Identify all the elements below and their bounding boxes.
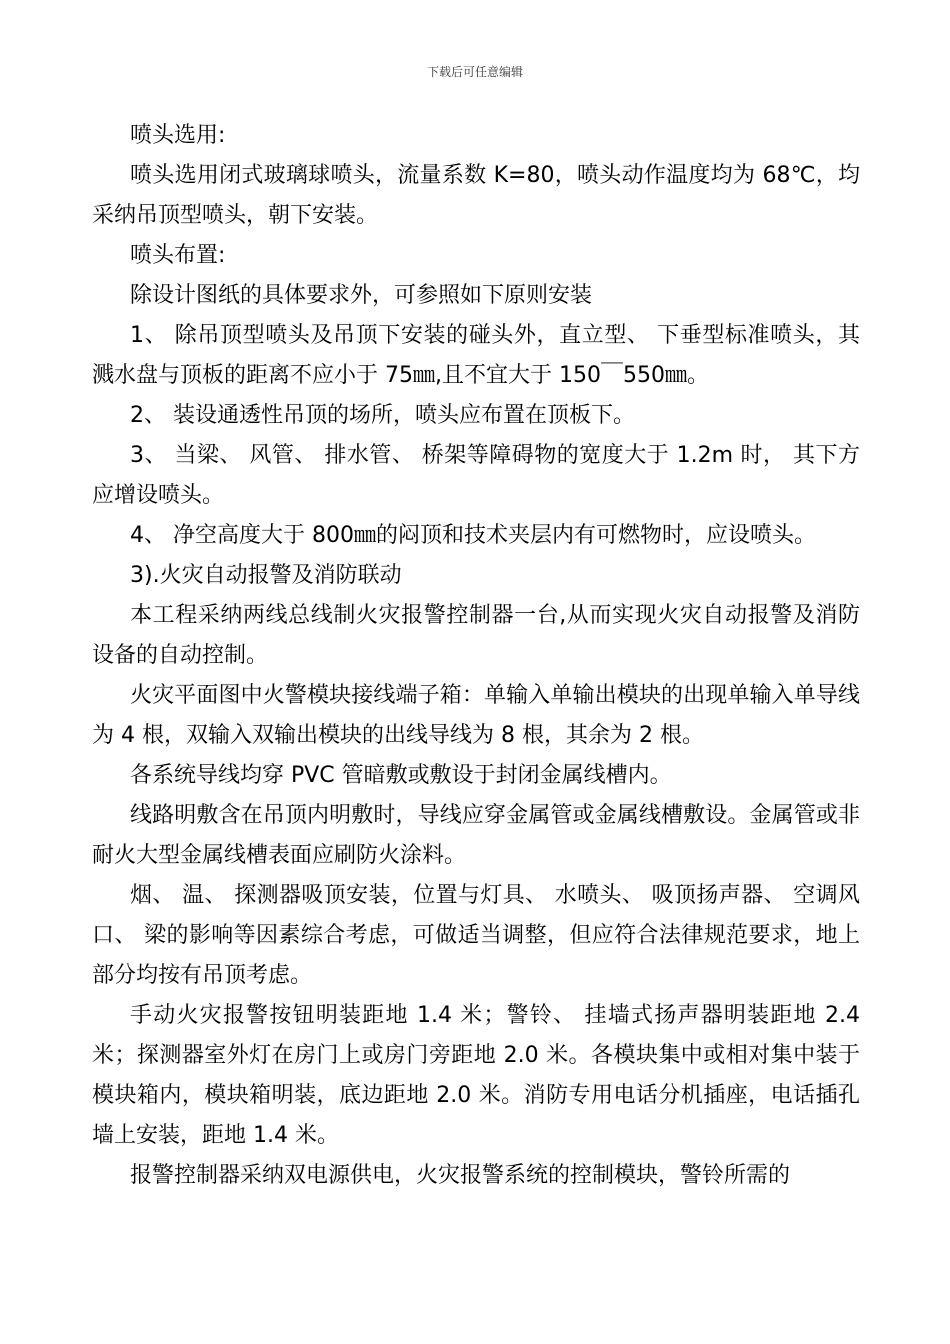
paragraph-rule-3: 3、 当梁、 风管、 排水管、 桥架等障碍物的宽度大于 1.2m 时， 其下方应增设喷头。: [92, 443, 860, 508]
document-body: [92, 116, 860, 1196]
paragraph-rule-1: 1、 除吊顶型喷头及吊顶下安装的碰头外，直立型、 下垂型标准喷头，其溅水盘与顶板的距离不应小于 75㎜,且不宜大于 150￣550㎜。: [92, 323, 860, 388]
section-heading-fire-alarm: 3).火灾自动报警及消防联动: [130, 563, 402, 588]
paragraph-sprinkler-layout-heading: 喷头布置:: [130, 243, 226, 268]
paragraph-installation-principles: 除设计图纸的具体要求外，可参照如下原则安装: [130, 283, 593, 308]
paragraph-conduit: 各系统导线均穿 PVC 管暗敷或敷设于封闭金属线槽内。: [130, 763, 672, 788]
paragraph-mounting-heights: 手动火灾报警按钮明装距地 1.4 米；警铃、 挂墙式扬声器明装距地 2.4米；探测器室外灯在房门上或房门旁距地 2.0 米。各模块集中或相对集中装于模块箱内，模块箱明装，底边距地 2.0 米。消防专用电话分机插座，电话插孔墙上安装，距地 1.4 米。: [92, 1003, 860, 1148]
paragraph-sprinkler-selection: 喷头选用闭式玻璃球喷头，流量系数 K=80，喷头动作温度均为 68℃，均采纳吊顶型喷头，朝下安装。: [92, 163, 860, 228]
paragraph-module-wiring: 火灾平面图中火警模块接线端子箱：单输入单输出模块的出现单输入单导线为 4 根，双输入双输出模块的出线导线为 8 根，其余为 2 根。: [92, 683, 860, 748]
paragraph-rule-2: 2、 装设通透性吊顶的场所，喷头应布置在顶板下。: [130, 403, 635, 428]
paragraph-power-supply: 报警控制器采纳双电源供电，火灾报警系统的控制模块，警铃所需的: [130, 1163, 791, 1188]
paragraph-detector-installation: 烟、 温、 探测器吸顶安装，位置与灯具、 水喷头、 吸顶扬声器、 空调风口、 梁的影响等因素综合考虑，可做适当调整，但应符合法律规范要求，地上部分均按有吊顶考虑。: [92, 883, 860, 988]
paragraph-rule-4: 4、 净空高度大于 800㎜的闷顶和技术夹层内有可燃物时，应设喷头。: [130, 523, 816, 548]
paragraph-sprinkler-selection-heading: 喷头选用:: [130, 123, 226, 148]
paragraph-alarm-controller: 本工程采纳两线总线制火灾报警控制器一台,从而实现火灾自动报警及消防设备的自动控制。: [92, 603, 860, 668]
paragraph-exposed-wiring: 线路明敷含在吊顶内明敷时，导线应穿金属管或金属线槽敷设。金属管或非耐火大型金属线槽表面应刷防火涂料。: [92, 803, 860, 868]
page-header: 下载后可任意编辑: [426, 65, 523, 79]
